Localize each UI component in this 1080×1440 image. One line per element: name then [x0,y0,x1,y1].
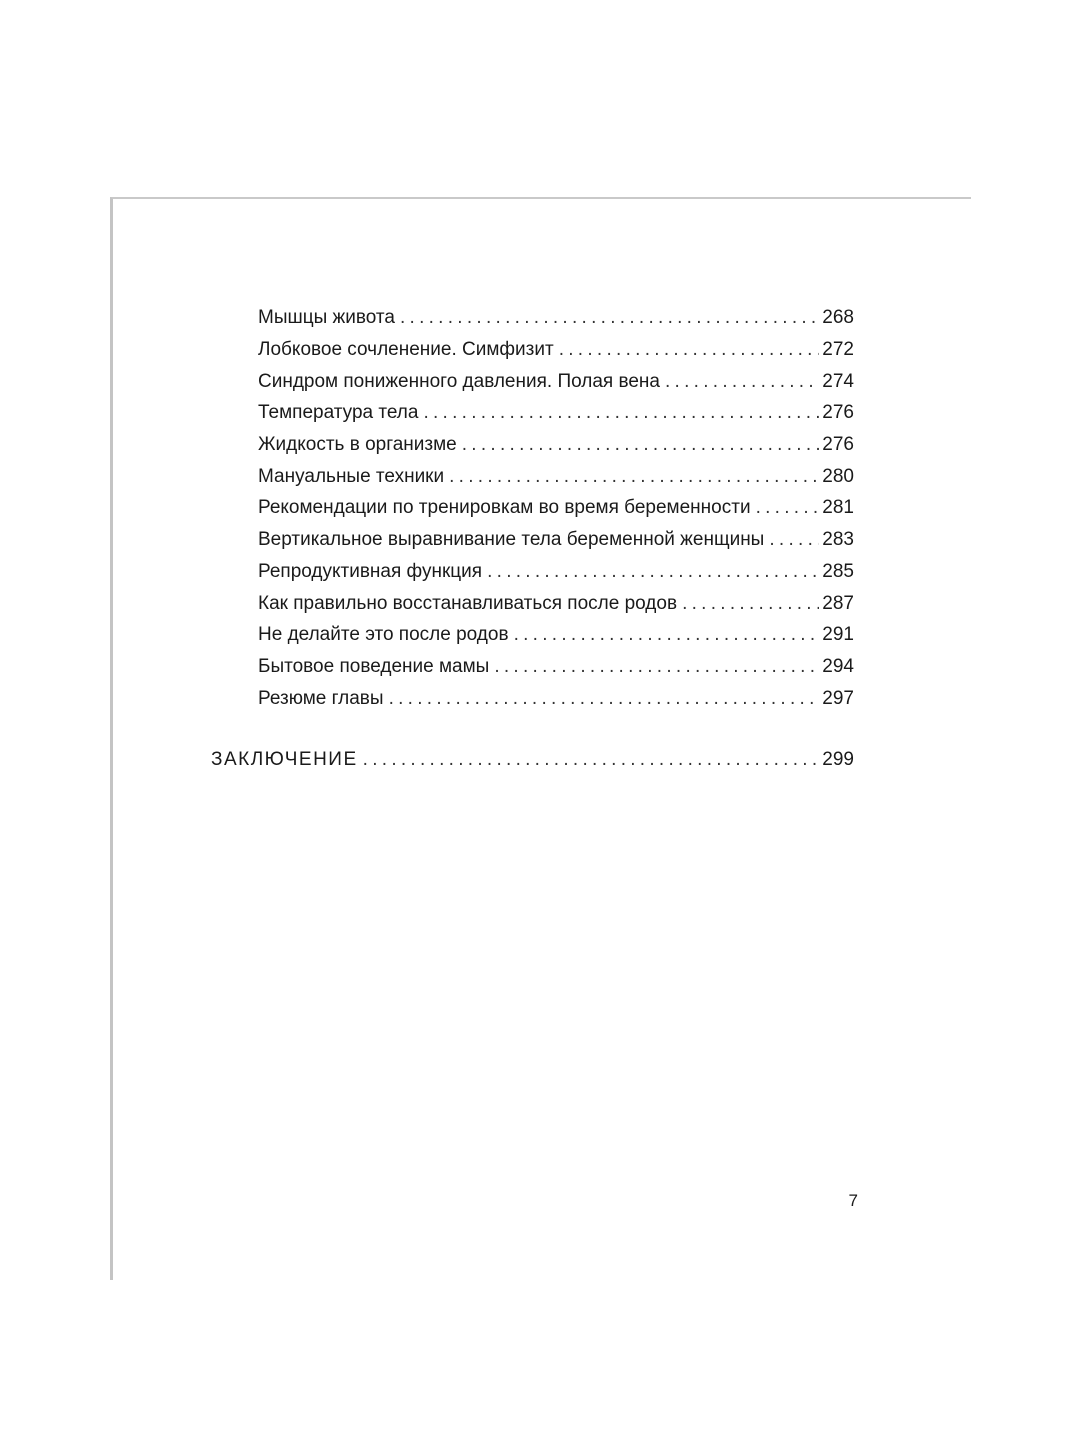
toc-entry-title: Температура тела [258,402,419,423]
toc-entry [258,464,854,490]
toc-entry-title: Вертикальное выравнивание тела беременной женщины [258,529,765,550]
dot-leader [423,400,819,426]
dot-leader [494,654,819,680]
dot-leader [487,559,819,585]
toc-entry-title: Жидкость в организме [258,434,457,455]
toc-entry [258,400,854,426]
toc-chapter-title: ЗАКЛЮЧЕНИЕ [211,749,358,770]
toc-entry-page: 281 [822,497,854,518]
toc-entry-title: Синдром пониженного давления. Полая вена [258,371,660,392]
toc-entry [258,369,854,395]
dot-leader [756,495,820,521]
toc-entry-title: Рекомендации по тренировкам во время беременности [258,497,751,518]
dot-leader [682,591,819,617]
toc-chapter-page: 299 [822,749,854,770]
dot-leader [514,622,820,648]
toc-entry-title: Бытовое поведение мамы [258,656,490,677]
toc-entry-title: Мануальные техники [258,466,445,487]
toc-entry-page: 280 [822,466,854,487]
dot-leader [363,747,820,773]
toc-entry [258,305,854,331]
page-number: 7 [848,1191,858,1210]
toc-entry [258,432,854,458]
dot-leader [462,432,820,458]
toc-entry-page: 285 [822,561,854,582]
toc-entry [258,686,854,712]
toc-entry [258,337,854,363]
toc-entry-page: 291 [822,624,854,645]
dot-leader [400,305,819,331]
toc-entry-page: 272 [822,339,854,360]
toc-entry [258,527,854,553]
toc-chapter-entry [211,747,854,773]
toc-entry [258,622,854,648]
toc-entry-page: 283 [822,529,854,550]
toc-entry-page: 297 [822,688,854,709]
toc-entry [258,591,854,617]
toc-entry-title: Мышцы живота [258,307,395,328]
toc-entry-page: 294 [822,656,854,677]
toc-entry-page: 287 [822,593,854,614]
dot-leader [559,337,820,363]
toc-entry-title: Резюме главы [258,688,384,709]
toc-entry-title: Репродуктивная функция [258,561,483,582]
dot-leader [769,527,819,553]
toc-entry-title: Не делайте это после родов [258,624,509,645]
dot-leader [449,464,819,490]
toc-entry-page: 276 [822,402,854,423]
toc-entry-page: 276 [822,434,854,455]
toc-entry-page: 268 [822,307,854,328]
toc-entry-title: Лобковое сочленение. Симфизит [258,339,554,360]
dot-leader [389,686,820,712]
dot-leader [665,369,819,395]
toc-entry [258,559,854,585]
toc-entry-page: 274 [822,371,854,392]
toc-entry [258,654,854,680]
toc-entry-title: Как правильно восстанавливаться после родов [258,593,678,614]
toc-entry [258,495,854,521]
